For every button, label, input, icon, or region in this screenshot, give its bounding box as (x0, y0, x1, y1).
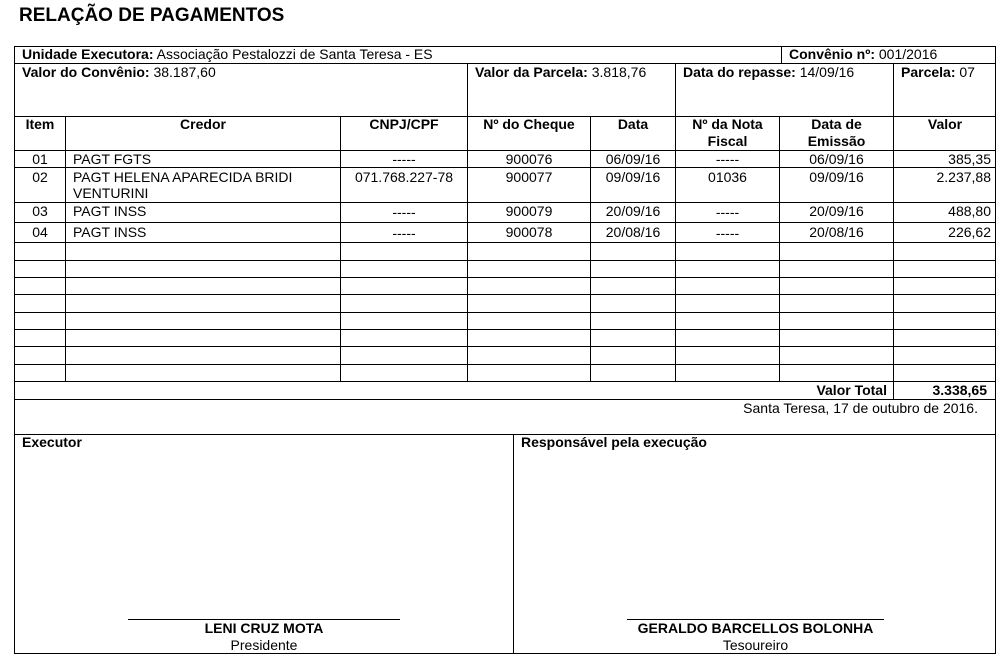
table-cell-creditor-cont: VENTURINI (73, 185, 149, 201)
table-cell-date: 20/08/16 (605, 224, 661, 240)
table-cell-cheque: 900076 (505, 151, 553, 167)
table-cell-cnpj: ----- (392, 151, 416, 167)
table-cell-item: 02 (32, 169, 48, 185)
divider (14, 312, 996, 313)
table-cell-cnpj: 071.768.227-78 (354, 169, 454, 185)
table-cell-invoice: ----- (715, 204, 740, 220)
table-cell-value: 488,80 (948, 203, 991, 219)
field-label: Unidade Executora: (22, 46, 154, 62)
divider (14, 346, 996, 347)
table-cell-invoice: 01036 (708, 169, 747, 185)
field-label: Valor da Parcela: (475, 64, 588, 80)
header-line: Emissão (807, 133, 866, 149)
field-value: 07 (959, 64, 975, 80)
table-cell-issue-date: 20/09/16 (809, 203, 864, 219)
table-cell-creditor: PAGT HELENA APARECIDA BRIDI (73, 169, 293, 185)
field-value: Associação Pestalozzi de Santa Teresa - ES (156, 46, 433, 62)
table-cell-value: 226,62 (948, 224, 991, 240)
table-cell-item: 04 (32, 224, 48, 240)
agreement-value (22, 64, 216, 81)
header-line: Data de (811, 116, 862, 132)
divider (14, 364, 996, 365)
field-label: Convênio nº: (789, 46, 875, 62)
transfer-date (683, 64, 854, 81)
table-cell-invoice: ----- (715, 225, 740, 241)
column-header-date: Data (617, 116, 649, 132)
divider (675, 63, 676, 116)
agreement-number (789, 46, 937, 63)
divider (513, 434, 514, 654)
divider (14, 260, 996, 261)
column-header-issue-date (780, 116, 893, 150)
column-header-creditor: Credor (180, 116, 226, 132)
table-cell-date: 09/09/16 (605, 169, 661, 185)
table-cell-cnpj: ----- (392, 204, 416, 220)
column-header-cnpj: CNPJ/CPF (369, 116, 439, 132)
page-title: RELAÇÃO DE PAGAMENTOS (19, 5, 285, 26)
divider (14, 222, 996, 223)
place-date: Santa Teresa, 17 de outubro de 2016. (743, 400, 978, 416)
table-cell-value: 385,35 (948, 151, 991, 167)
field-value: 14/09/16 (799, 64, 855, 80)
column-header-cheque: Nº do Cheque (483, 116, 575, 132)
table-cell-creditor: PAGT INSS (73, 203, 147, 219)
divider (14, 329, 996, 330)
table-cell-cnpj: ----- (392, 225, 416, 241)
divider (14, 277, 996, 278)
divider (467, 63, 468, 116)
table-cell-invoice: ----- (715, 151, 740, 167)
responsible-name: GERALDO BARCELLOS BOLONHA (637, 620, 874, 636)
executor-role: Presidente (230, 637, 298, 653)
column-header-item: Item (25, 116, 55, 132)
table-cell-item: 03 (32, 203, 48, 219)
responsible-label: Responsável pela execução (521, 434, 707, 450)
table-cell-date: 06/09/16 (605, 151, 661, 167)
table-cell-item: 01 (32, 151, 48, 167)
table-cell-cheque: 900078 (505, 224, 553, 240)
table-cell-creditor: PAGT FGTS (73, 151, 152, 167)
executor-name: LENI CRUZ MOTA (204, 620, 324, 636)
divider (65, 116, 66, 381)
column-header-value: Valor (927, 116, 963, 132)
table-cell-date: 20/09/16 (605, 203, 661, 219)
table-cell-issue-date: 06/09/16 (809, 151, 864, 167)
field-label: Data do repasse: (683, 64, 796, 80)
column-header-invoice (676, 116, 779, 150)
field-value: 001/2016 (878, 46, 938, 62)
header-line: Nº da Nota (692, 116, 763, 132)
divider (893, 63, 894, 116)
divider (14, 294, 996, 295)
executor-label: Executor (22, 434, 82, 450)
divider (781, 46, 782, 63)
table-cell-cheque: 900077 (505, 169, 553, 185)
field-label: Parcela: (901, 64, 956, 80)
field-value: 3.818,76 (591, 64, 647, 80)
divider (14, 434, 996, 435)
installment-number (901, 64, 975, 81)
table-cell-cheque: 900079 (505, 203, 553, 219)
table-cell-issue-date: 20/08/16 (809, 224, 864, 240)
responsible-role: Tesoureiro (722, 637, 789, 653)
installment-value (475, 64, 646, 81)
table-cell-creditor: PAGT INSS (73, 224, 147, 240)
field-value: 38.187,60 (153, 64, 216, 80)
header-line: Fiscal (707, 133, 748, 149)
table-cell-issue-date: 09/09/16 (809, 169, 864, 185)
total-label: Valor Total (816, 382, 887, 398)
total-value: 3.338,65 (932, 382, 987, 398)
executing-unit (22, 46, 433, 63)
table-cell-value: 2.237,88 (936, 169, 991, 185)
divider (14, 242, 996, 243)
field-label: Valor do Convênio: (22, 64, 150, 80)
